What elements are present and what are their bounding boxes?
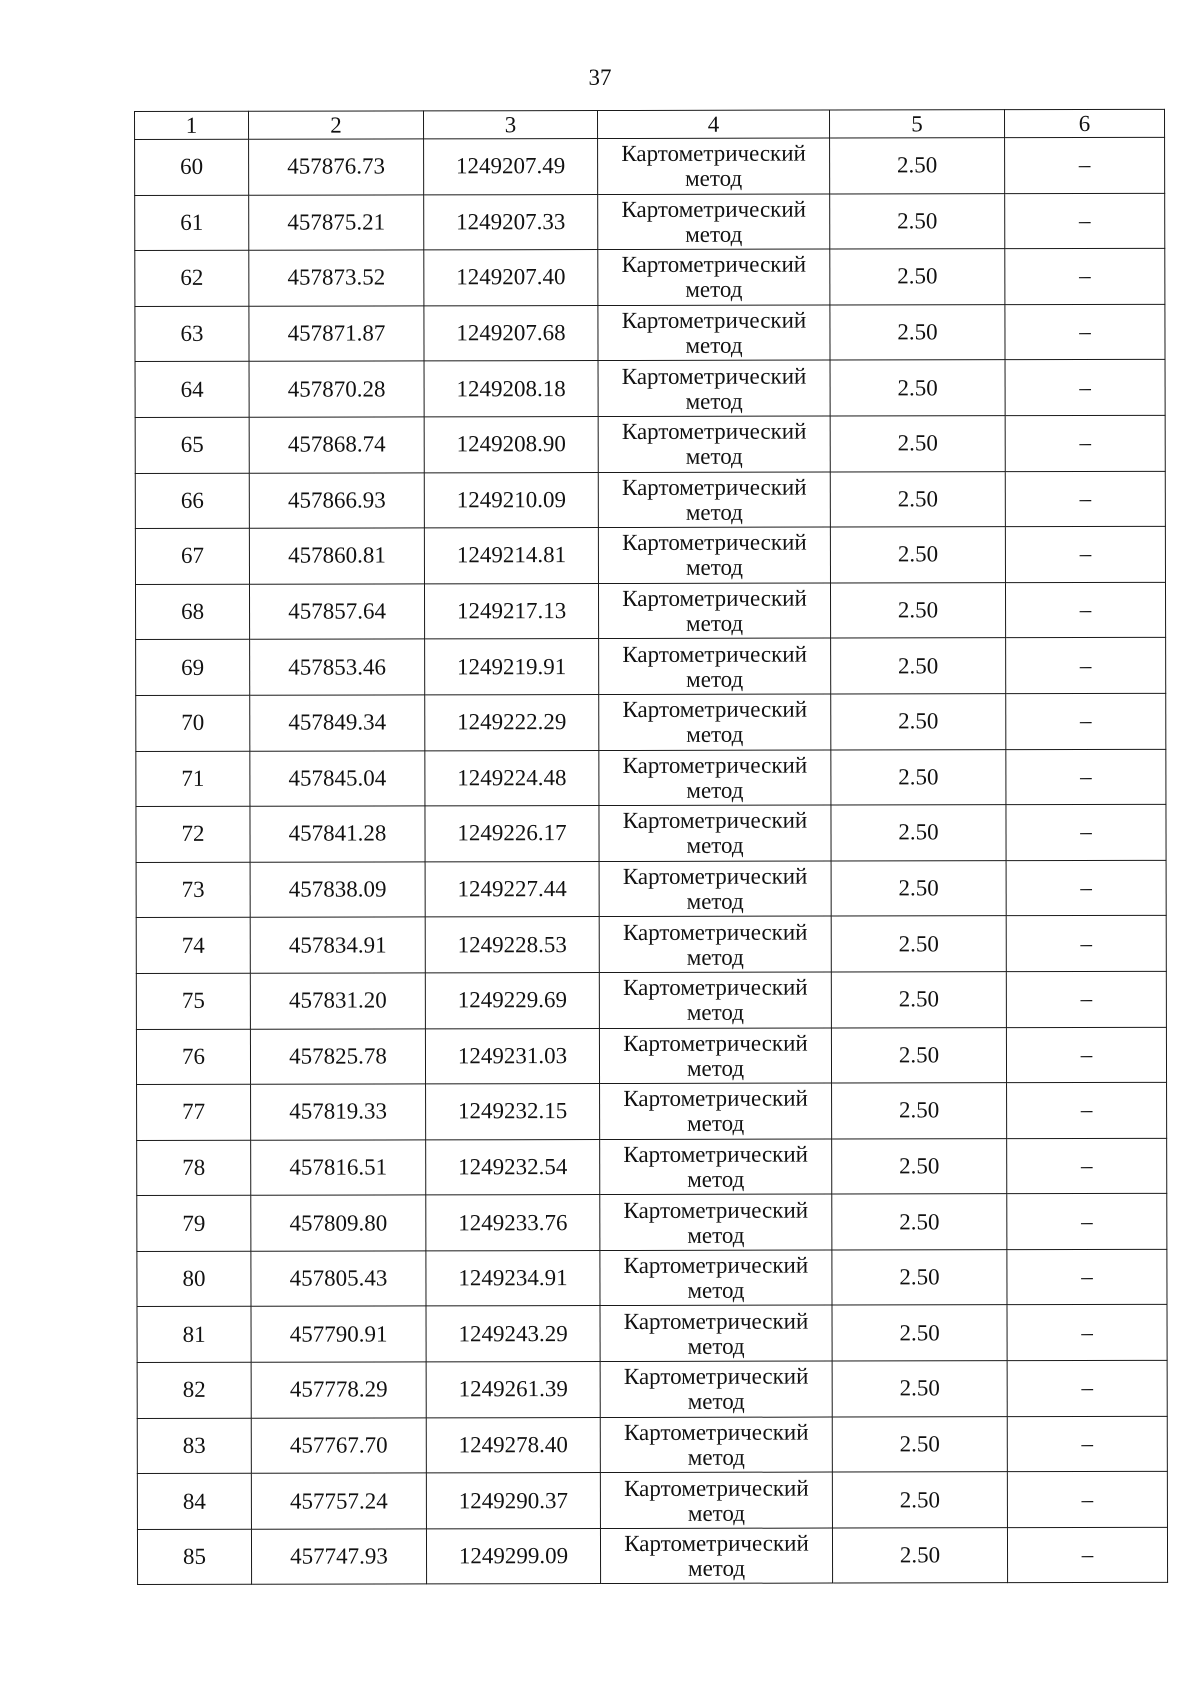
point-number-cell: 62: [135, 250, 249, 306]
method-cell: [598, 527, 830, 583]
table-row: [136, 749, 1166, 807]
point-number-cell: 61: [135, 195, 249, 251]
method-line-2: метод: [687, 1333, 745, 1359]
method-cell: [600, 1472, 832, 1528]
method-line-2: метод: [686, 777, 744, 803]
accuracy-cell: 2.50: [831, 749, 1006, 805]
x-coordinate-cell: 457838.09: [250, 862, 425, 918]
y-coordinate-cell: 1249228.53: [425, 917, 599, 973]
method-line-1: Картометрический: [622, 808, 808, 834]
coordinates-table: [134, 109, 1168, 1586]
point-number-cell: 85: [137, 1529, 251, 1585]
x-coordinate-cell: 457845.04: [250, 750, 425, 806]
accuracy-cell: 2.50: [832, 1416, 1007, 1472]
table-row: [136, 693, 1166, 751]
method-cell: [600, 1306, 832, 1362]
point-number-cell: 75: [136, 973, 250, 1029]
point-number-cell: 68: [135, 584, 249, 640]
note-cell: –: [1005, 471, 1165, 527]
method-line-2: метод: [687, 1444, 745, 1470]
method-line-2: метод: [685, 499, 743, 525]
table-row: [136, 916, 1166, 974]
y-coordinate-cell: 1249210.09: [424, 472, 598, 528]
point-number-cell: 64: [135, 362, 249, 418]
x-coordinate-cell: 457870.28: [249, 361, 424, 417]
method-cell: [598, 138, 830, 194]
y-coordinate-cell: 1249214.81: [424, 528, 598, 584]
y-coordinate-cell: 1249227.44: [425, 861, 599, 917]
point-number-cell: 83: [137, 1418, 251, 1474]
note-cell: –: [1006, 860, 1166, 916]
y-coordinate-cell: 1249229.69: [425, 972, 599, 1028]
method-line-2: метод: [685, 388, 743, 414]
method-line-1: Картометрический: [622, 696, 808, 723]
note-cell: –: [1005, 582, 1165, 638]
method-line-1: Картометрический: [621, 363, 807, 389]
note-cell: –: [1007, 1472, 1167, 1528]
method-cell: [600, 1194, 832, 1250]
note-cell: –: [1006, 971, 1166, 1027]
point-number-cell: 74: [136, 918, 250, 974]
method-cell: [599, 750, 831, 806]
method-line-1: Картометрический: [623, 1308, 809, 1334]
x-coordinate-cell: 457831.20: [250, 973, 425, 1029]
x-coordinate-cell: 457868.74: [249, 417, 424, 473]
x-coordinate-cell: 457876.73: [249, 139, 424, 195]
method-line-1: Картометрический: [621, 252, 807, 278]
method-cell: [600, 1528, 832, 1584]
x-coordinate-cell: 457860.81: [249, 528, 424, 584]
x-coordinate-cell: 457790.91: [251, 1306, 426, 1362]
method-line-1: Картометрический: [623, 1419, 809, 1445]
y-coordinate-cell: 1249233.76: [426, 1195, 600, 1251]
accuracy-cell: 2.50: [831, 972, 1006, 1028]
y-coordinate-cell: 1249217.13: [424, 583, 598, 639]
x-coordinate-cell: 457834.91: [250, 917, 425, 973]
method-cell: [598, 249, 830, 305]
accuracy-cell: 2.50: [832, 1361, 1007, 1417]
method-line-1: Картометрический: [621, 474, 807, 500]
method-line-2: метод: [686, 610, 744, 636]
table-row: [135, 304, 1165, 362]
table-row: [135, 193, 1165, 251]
table-row: [137, 1305, 1167, 1363]
method-cell: [598, 305, 830, 361]
x-coordinate-cell: 457866.93: [249, 472, 424, 528]
method-line-1: Картометрический: [622, 585, 807, 612]
table-header: [135, 109, 1165, 139]
method-line-1: Картометрический: [622, 530, 807, 556]
x-coordinate-cell: 457853.46: [250, 639, 425, 695]
method-cell: [598, 416, 830, 472]
accuracy-cell: 2.50: [831, 805, 1006, 861]
method-line-2: метод: [686, 1055, 745, 1081]
method-line-2: метод: [686, 944, 744, 970]
method-cell: [598, 472, 830, 528]
y-coordinate-cell: 1249232.54: [426, 1139, 600, 1195]
method-line-2: метод: [685, 443, 743, 470]
note-cell: –: [1007, 1194, 1167, 1250]
method-line-1: Картометрический: [624, 1530, 809, 1557]
x-coordinate-cell: 457841.28: [250, 806, 425, 862]
table-row: [135, 526, 1165, 584]
method-line-1: Картометрический: [622, 863, 808, 889]
point-number-cell: 77: [137, 1084, 251, 1140]
y-coordinate-cell: 1249207.49: [424, 139, 598, 195]
y-coordinate-cell: 1249234.91: [426, 1250, 600, 1306]
accuracy-cell: 2.50: [831, 860, 1006, 916]
table-row: [136, 860, 1166, 918]
x-coordinate-cell: 457857.64: [249, 584, 424, 640]
note-cell: –: [1006, 804, 1166, 860]
accuracy-cell: 2.50: [830, 471, 1005, 527]
table-body: [135, 137, 1168, 1585]
y-coordinate-cell: 1249226.17: [425, 806, 599, 862]
point-number-cell: 81: [137, 1307, 251, 1363]
note-cell: –: [1007, 1082, 1167, 1138]
y-coordinate-cell: 1249208.18: [424, 361, 598, 417]
method-cell: [600, 1083, 832, 1139]
note-cell: –: [1005, 526, 1165, 582]
note-cell: –: [1005, 415, 1165, 471]
table-row: [137, 1416, 1167, 1474]
x-coordinate-cell: 457757.24: [251, 1473, 426, 1529]
table-row: [137, 1249, 1167, 1307]
accuracy-cell: 2.50: [832, 1083, 1007, 1139]
method-cell: [598, 583, 830, 639]
accuracy-cell: 2.50: [832, 1528, 1007, 1584]
accuracy-cell: 2.50: [832, 1305, 1007, 1361]
method-cell: [599, 916, 831, 972]
method-cell: [599, 638, 831, 694]
method-line-2: метод: [686, 721, 744, 748]
accuracy-cell: 2.50: [830, 138, 1005, 194]
note-cell: –: [1005, 249, 1165, 305]
method-line-1: Картометрический: [622, 641, 807, 667]
method-line-1: Картометрический: [623, 1085, 808, 1112]
y-coordinate-cell: 1249207.68: [424, 305, 598, 361]
method-cell: [599, 694, 831, 750]
table-row: [137, 1527, 1167, 1585]
method-line-1: Картометрический: [622, 752, 808, 778]
point-number-cell: 72: [136, 806, 250, 862]
header-col-1: 1: [135, 111, 249, 139]
method-line-2: метод: [685, 166, 743, 192]
table-row: [135, 582, 1165, 640]
note-cell: –: [1005, 137, 1165, 193]
table-row: [136, 1027, 1166, 1085]
point-number-cell: 66: [135, 473, 249, 529]
accuracy-cell: 2.50: [830, 527, 1005, 583]
y-coordinate-cell: 1249231.03: [425, 1028, 599, 1084]
point-number-cell: 63: [135, 306, 249, 362]
method-line-2: метод: [687, 1555, 746, 1581]
method-line-2: метод: [687, 1222, 745, 1248]
y-coordinate-cell: 1249261.39: [426, 1362, 600, 1418]
point-number-cell: 80: [137, 1251, 251, 1307]
method-line-1: Картометрический: [623, 1363, 809, 1390]
method-line-1: Картометрический: [621, 196, 806, 222]
y-coordinate-cell: 1249222.29: [425, 694, 599, 750]
method-cell: [599, 972, 831, 1028]
method-line-2: метод: [685, 332, 743, 358]
note-cell: –: [1006, 638, 1166, 694]
accuracy-cell: 2.50: [831, 638, 1006, 694]
method-line-2: метод: [685, 221, 743, 247]
table-row: [136, 638, 1166, 696]
table-row: [137, 1138, 1167, 1196]
accuracy-cell: 2.50: [831, 694, 1006, 750]
note-cell: –: [1006, 749, 1166, 805]
method-line-2: метод: [685, 555, 744, 581]
note-cell: –: [1006, 1027, 1166, 1083]
table-row: [135, 471, 1165, 529]
x-coordinate-cell: 457809.80: [251, 1195, 426, 1251]
table-row: [135, 415, 1165, 473]
header-col-6: 6: [1004, 109, 1164, 137]
accuracy-cell: 2.50: [832, 1472, 1007, 1528]
table-row: [137, 1360, 1167, 1418]
table-row: [136, 804, 1166, 862]
method-line-1: Картометрический: [621, 140, 806, 167]
accuracy-cell: 2.50: [832, 1250, 1007, 1306]
method-line-1: Картометрический: [623, 1252, 809, 1279]
accuracy-cell: 2.50: [830, 249, 1005, 305]
point-number-cell: 69: [136, 640, 250, 696]
table-row: [137, 1194, 1167, 1252]
accuracy-cell: 2.50: [832, 1194, 1007, 1250]
method-cell: [600, 1361, 832, 1417]
point-number-cell: 73: [136, 862, 250, 918]
y-coordinate-cell: 1249207.40: [424, 250, 598, 306]
method-cell: [599, 861, 831, 917]
point-number-cell: 65: [135, 417, 249, 473]
x-coordinate-cell: 457767.70: [251, 1418, 426, 1474]
method-cell: [598, 194, 830, 250]
method-line-1: Картометрический: [623, 974, 808, 1001]
note-cell: –: [1007, 1305, 1167, 1361]
table-row: [135, 360, 1165, 418]
method-line-1: Картометрический: [623, 1141, 808, 1167]
header-row: [135, 109, 1165, 139]
method-line-2: метод: [687, 1500, 745, 1526]
method-cell: [600, 1250, 832, 1306]
point-number-cell: 78: [137, 1140, 251, 1196]
method-line-2: метод: [685, 277, 743, 303]
method-line-1: Картометрический: [622, 919, 808, 945]
note-cell: –: [1007, 1138, 1167, 1194]
method-cell: [599, 1028, 831, 1084]
y-coordinate-cell: 1249219.91: [425, 639, 599, 695]
accuracy-cell: 2.50: [832, 1138, 1007, 1194]
page-number: 37: [588, 65, 612, 90]
method-line-1: Картометрический: [623, 1197, 809, 1223]
y-coordinate-cell: 1249243.29: [426, 1306, 600, 1362]
accuracy-cell: 2.50: [831, 916, 1006, 972]
method-line-2: метод: [686, 666, 744, 692]
y-coordinate-cell: 1249224.48: [425, 750, 599, 806]
accuracy-cell: 2.50: [830, 360, 1005, 416]
point-number-cell: 71: [136, 751, 250, 807]
header-col-3: 3: [424, 111, 598, 139]
method-line-2: метод: [687, 1166, 745, 1192]
x-coordinate-cell: 457871.87: [249, 306, 424, 362]
note-cell: –: [1005, 360, 1165, 416]
y-coordinate-cell: 1249278.40: [426, 1417, 600, 1473]
method-line-2: метод: [687, 1277, 745, 1304]
table-row: [137, 1082, 1167, 1140]
note-cell: –: [1005, 304, 1165, 360]
header-col-4: 4: [598, 110, 830, 138]
x-coordinate-cell: 457778.29: [251, 1362, 426, 1418]
method-line-2: метод: [687, 1389, 745, 1415]
table-row: [137, 1472, 1167, 1530]
y-coordinate-cell: 1249299.09: [426, 1528, 600, 1584]
header-col-5: 5: [829, 110, 1004, 138]
accuracy-cell: 2.50: [830, 193, 1005, 249]
method-line-2: метод: [687, 1111, 745, 1137]
note-cell: –: [1007, 1249, 1167, 1305]
y-coordinate-cell: 1249232.15: [426, 1084, 600, 1140]
method-line-1: Картометрический: [623, 1030, 808, 1056]
accuracy-cell: 2.50: [830, 416, 1005, 472]
point-number-cell: 79: [137, 1196, 251, 1252]
method-line-1: Картометрический: [624, 1475, 809, 1501]
y-coordinate-cell: 1249290.37: [426, 1473, 600, 1529]
method-cell: [600, 1139, 832, 1195]
method-cell: [600, 1417, 832, 1473]
accuracy-cell: 2.50: [830, 304, 1005, 360]
method-cell: [598, 360, 830, 416]
method-line-2: метод: [686, 833, 744, 859]
note-cell: –: [1006, 916, 1166, 972]
note-cell: –: [1005, 193, 1165, 249]
note-cell: –: [1006, 693, 1166, 749]
y-coordinate-cell: 1249207.33: [424, 194, 598, 250]
accuracy-cell: 2.50: [831, 1027, 1006, 1083]
method-line-2: метод: [686, 999, 744, 1026]
point-number-cell: 76: [136, 1029, 250, 1085]
point-number-cell: 84: [137, 1474, 251, 1530]
x-coordinate-cell: 457849.34: [250, 695, 425, 751]
header-col-2: 2: [249, 111, 424, 139]
point-number-cell: 82: [137, 1362, 251, 1418]
x-coordinate-cell: 457875.21: [249, 194, 424, 250]
method-line-1: Картометрический: [621, 418, 807, 445]
x-coordinate-cell: 457747.93: [251, 1529, 426, 1585]
point-number-cell: 70: [136, 695, 250, 751]
x-coordinate-cell: 457825.78: [250, 1028, 425, 1084]
table-row: [136, 971, 1166, 1029]
table-row: [135, 137, 1165, 195]
point-number-cell: 60: [135, 139, 249, 195]
note-cell: –: [1007, 1360, 1167, 1416]
accuracy-cell: 2.50: [830, 582, 1005, 638]
method-cell: [599, 805, 831, 861]
method-line-2: метод: [686, 888, 744, 914]
note-cell: –: [1007, 1416, 1167, 1472]
method-line-1: Картометрический: [621, 307, 807, 334]
table-row: [135, 249, 1165, 307]
point-number-cell: 67: [135, 528, 249, 584]
note-cell: –: [1007, 1527, 1167, 1583]
x-coordinate-cell: 457819.33: [251, 1084, 426, 1140]
x-coordinate-cell: 457805.43: [251, 1251, 426, 1307]
y-coordinate-cell: 1249208.90: [424, 416, 598, 472]
x-coordinate-cell: 457873.52: [249, 250, 424, 306]
x-coordinate-cell: 457816.51: [251, 1140, 426, 1196]
